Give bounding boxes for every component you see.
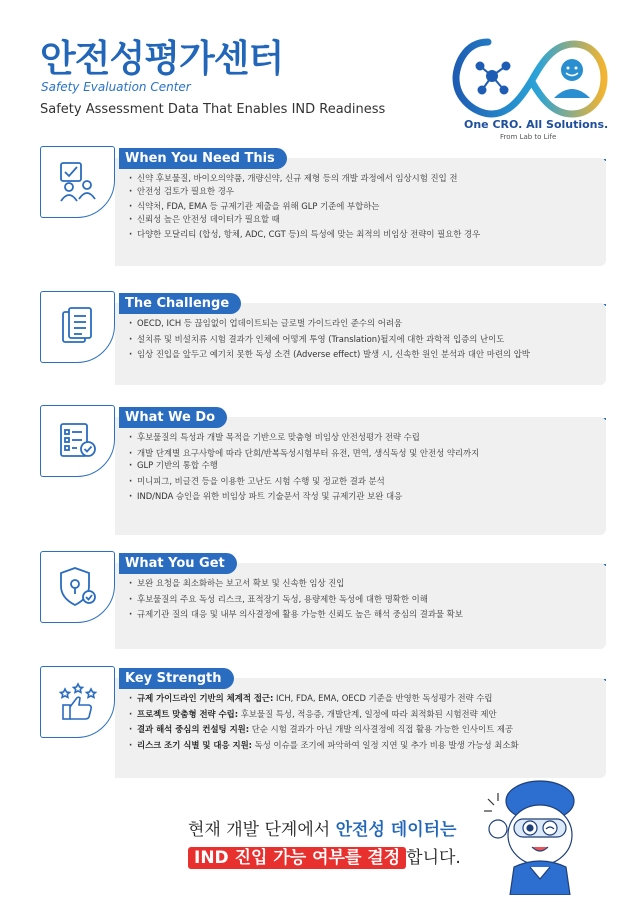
list-item: · 안전성 검토가 필요한 경우 bbox=[129, 186, 596, 198]
section-content bbox=[115, 563, 606, 649]
section-title: When You Need This bbox=[119, 148, 287, 169]
list-item: · 미니피그, 비글견 등을 이용한 고난도 시험 수행 및 정교한 결과 분석 bbox=[129, 476, 596, 488]
document-stack-icon bbox=[55, 304, 101, 350]
tagline: Safety Assessment Data That Enables IND Readiness bbox=[40, 102, 386, 117]
section-what-we-do bbox=[40, 405, 606, 535]
smiling-person-icon bbox=[554, 59, 590, 98]
list-item: · 식약처, FDA, EMA 등 규제기관 제출을 위해 GLP 기준에 부합하는 bbox=[129, 201, 596, 213]
shield-lock-icon bbox=[55, 564, 101, 610]
section-when-you-need-this bbox=[40, 146, 606, 266]
section-title: What We Do bbox=[119, 407, 227, 428]
section-icon-box bbox=[40, 291, 115, 363]
list-item: · 설치류 및 비설치류 시험 결과가 인체에 어떻게 투영 (Translation)될지에 대한 과학적 입증의 난이도 bbox=[129, 334, 596, 346]
list-item: · GLP 기반의 통합 수행 bbox=[129, 460, 596, 472]
scientist-mascot bbox=[478, 775, 608, 895]
section-icon-box bbox=[40, 146, 115, 218]
list-item: · 개발 단계별 요구사항에 따라 단회/반복독성시험부터 유전, 면역, 생식독성 및 안전성 약리까지 bbox=[129, 448, 596, 460]
checklist-report-icon bbox=[55, 418, 101, 464]
list-item: · 결과 해석 중심의 컨설팅 지원: 단순 시험 결과가 아닌 개발 의사결정에 직접 활용 가능한 인사이트 제공 bbox=[129, 724, 596, 736]
checklist-people-icon bbox=[55, 159, 101, 205]
section-icon-box bbox=[40, 551, 115, 623]
list-item: · 프로젝트 맞춤형 전략 수립: 후보물질 특성, 적응증, 개발단계, 일정에 따라 최적화된 시험전략 제안 bbox=[129, 709, 596, 721]
molecule-icon bbox=[477, 63, 510, 94]
list-item: · 다양한 모달리티 (합성, 항체, ADC, CGT 등)의 특성에 맞는 최적의 비임상 전략이 필요한 경우 bbox=[129, 229, 596, 241]
section-title: The Challenge bbox=[119, 293, 241, 314]
page-title: 안전성평가센터 bbox=[40, 37, 284, 80]
list-item: · IND/NDA 승인을 위한 비임상 파트 기술문서 작성 및 규제기관 보완 대응 bbox=[129, 491, 596, 503]
list-item: · 리스크 조기 식별 및 대응 지원: 독성 이슈를 조기에 파악하여 일정 지연 및 추가 비용 발생 가능성 최소화 bbox=[129, 740, 596, 752]
logo-name: One CRO. All Solutions. bbox=[464, 118, 609, 131]
list-item: · 후보물질의 주요 독성 리스크, 표적장기 독성, 용량제한 독성에 대한 명확한 이해 bbox=[129, 594, 596, 606]
section-the-challenge bbox=[40, 291, 606, 391]
section-content bbox=[115, 303, 606, 385]
section-title: Key Strength bbox=[119, 668, 234, 689]
section-content bbox=[115, 158, 606, 266]
list-item: · 신뢰성 높은 안전성 데이터가 필요할 때 bbox=[129, 214, 596, 226]
section-content bbox=[115, 417, 606, 535]
list-item: · 신약 후보물질, 바이오의약품, 개량신약, 신규 제형 등의 개발 과정에서 임상시험 진입 전 bbox=[129, 173, 596, 185]
section-title: What You Get bbox=[119, 553, 237, 574]
highlight-badge: IND 진입 가능 여부를 결정 bbox=[188, 847, 406, 869]
section-key-strength bbox=[40, 666, 606, 778]
list-item: · 규제기관 질의 대응 및 내부 의사결정에 활용 가능한 신뢰도 높은 해석 중심의 결과물 확보 bbox=[129, 609, 596, 621]
logo-subtitle: From Lab to Life bbox=[500, 133, 557, 141]
page-subtitle: Safety Evaluation Center bbox=[41, 80, 191, 94]
section-content bbox=[115, 678, 606, 778]
list-item: · 보완 요청을 최소화하는 보고서 확보 및 신속한 임상 진입 bbox=[129, 578, 596, 590]
list-item: · 규제 가이드라인 기반의 체계적 접근: ICH, FDA, EMA, OECD 기준을 반영한 독성평가 전략 수립 bbox=[129, 693, 596, 705]
section-icon-box bbox=[40, 405, 115, 477]
list-item: · 임상 진입을 앞두고 예기치 못한 독성 소견 (Adverse effect) 발생 시, 신속한 원인 분석과 대안 마련의 압박 bbox=[129, 349, 596, 361]
list-item: · 후보물질의 특성과 개발 목적을 기반으로 맞춤형 비임상 안전성평가 전략 수립 bbox=[129, 432, 596, 444]
section-icon-box bbox=[40, 666, 115, 738]
list-item: · OECD, ICH 등 끊임없이 업데이트되는 글로벌 가이드라인 준수의 어려움 bbox=[129, 318, 596, 330]
footer-line-1: 현재 개발 단계에서 안전성 데이터는 bbox=[188, 820, 457, 840]
section-what-you-get bbox=[40, 551, 606, 651]
footer-line-2: IND 진입 가능 여부를 결정 합니다. bbox=[188, 843, 461, 868]
thumbs-up-stars-icon bbox=[55, 679, 101, 725]
